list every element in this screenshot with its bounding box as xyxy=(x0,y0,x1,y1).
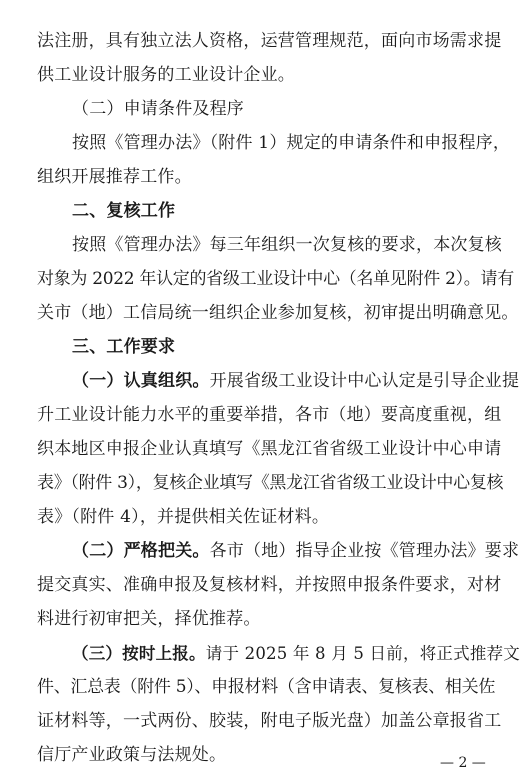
paragraph-lead: （三）按时上报。 xyxy=(72,643,206,663)
paragraph-line: 组织开展推荐工作。 xyxy=(37,167,192,187)
paragraph-line: 升工业设计能力水平的重要举措，各市（地）要高度重视，组 xyxy=(37,405,502,425)
paragraph-line: 表》（附件 4），并提供相关佐证材料。 xyxy=(37,507,330,527)
paragraph-line: 织本地区申报企业认真填写《黑龙江省省级工业设计中心申请 xyxy=(37,439,502,459)
paragraph-line: 供工业设计服务的工业设计企业。 xyxy=(37,65,295,85)
paragraph-line: 提交真实、准确申报及复核材料，并按照申报条件要求，对材 xyxy=(37,575,502,595)
paragraph-lead: （一）认真组织。 xyxy=(72,371,210,391)
subsection-heading: （二）申请条件及程序 xyxy=(72,99,244,119)
page-number: — 2 — xyxy=(440,755,486,771)
paragraph-line xyxy=(72,642,520,665)
paragraph-line: 关市（地）工信局统一组织企业参加复核，初审提出明确意见。 xyxy=(37,303,519,323)
paragraph-line xyxy=(72,540,519,562)
paragraph-line: 信厅产业政策与法规处。 xyxy=(37,745,227,765)
paragraph-line: 法注册，具有独立法人资格，运营管理规范，面向市场需求提 xyxy=(37,31,502,51)
paragraph-text: 各市（地）指导企业按《管理办法》要求 xyxy=(209,541,520,561)
paragraph-line: 件、汇总表（附件 5）、申报材料（含申请表、复核表、相关佐 xyxy=(37,677,496,697)
paragraph-line: 料进行初审把关，择优推荐。 xyxy=(37,609,261,629)
paragraph-line: 按照《管理办法》每三年组织一次复核的要求，本次复核 xyxy=(72,235,502,255)
paragraph-text: 开展省级工业设计中心认定是引导企业提 xyxy=(209,371,520,391)
paragraph-line: 表》（附件 3），复核企业填写《黑龙江省省级工业设计中心复核 xyxy=(37,473,504,493)
paragraph-line: 按照《管理办法》（附件 1）规定的申请条件和申报程序， xyxy=(72,133,511,153)
section-heading: 三、工作要求 xyxy=(72,337,176,357)
section-heading: 二、复核工作 xyxy=(72,201,176,221)
paragraph-line: 对象为 2022 年认定的省级工业设计中心（名单见附件 2）。请有 xyxy=(37,269,514,289)
paragraph-lead: （二）严格把关。 xyxy=(72,541,210,561)
paragraph-line: 证材料等，一式两份、胶装，附电子版光盘）加盖公章报省工 xyxy=(37,711,502,731)
paragraph-line xyxy=(72,370,519,392)
paragraph-text: 请于 2025 年 8 月 5 日前，将正式推荐文 xyxy=(205,644,520,663)
